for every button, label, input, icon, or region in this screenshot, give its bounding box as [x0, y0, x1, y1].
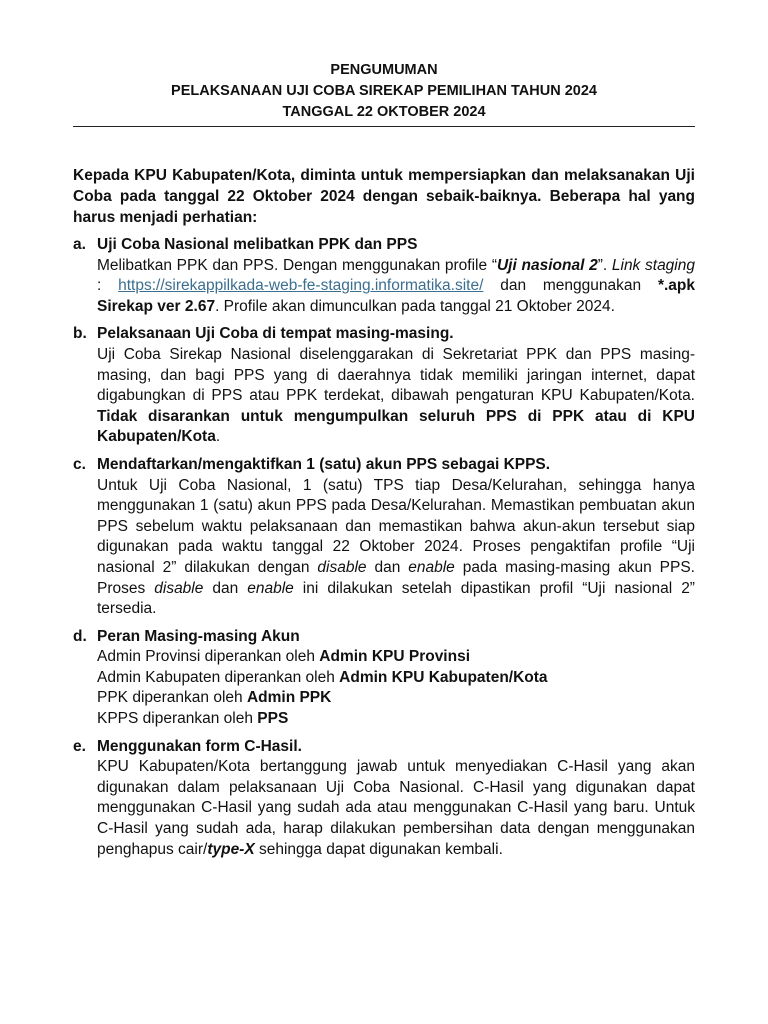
role-value: PPS — [257, 710, 289, 728]
header-divider — [73, 126, 695, 127]
item-title: Peran Masing-masing Akun — [97, 627, 300, 645]
list-item-d — [73, 627, 695, 730]
role-row — [97, 709, 695, 730]
item-title: Uji Coba Nasional melibatkan PPK dan PPS — [97, 236, 418, 253]
item-marker: e. — [73, 737, 86, 755]
item-title: Pelaksanaan Uji Coba di tempat masing-masing. — [97, 325, 454, 343]
term: disable — [154, 579, 204, 597]
role-label: PPK diperankan oleh — [97, 689, 247, 707]
item-marker: c. — [73, 455, 86, 473]
item-marker: d. — [73, 627, 87, 645]
list-item-e — [73, 737, 695, 861]
document-header — [73, 60, 695, 123]
text: ini dilakukan setelah dipastikan profil “Uji nasional 2” tersedia. — [97, 579, 695, 618]
text: KPU Kabupaten/Kota bertanggung jawab untuk menyediakan C-Hasil yang akan digunakan dalam pelaksanaan Uji Coba Nasional. C-Hasil yang digunakan dapat menggunakan C-Hasil yang sudah ada atau menggunakan C-Hasil yang baru. Untuk C-Hasil yang sudah ada, harap dilakukan pembersihan data dengan menggunakan penghapus cair/ — [97, 758, 695, 858]
list-item-a — [73, 235, 695, 317]
text: ”. — [597, 256, 612, 274]
role-row — [97, 688, 695, 709]
term: enable — [247, 579, 294, 597]
list-item-c — [73, 455, 695, 620]
role-label: KPPS diperankan oleh — [97, 710, 258, 728]
item-body — [97, 256, 695, 318]
item-marker: b. — [73, 325, 87, 343]
role-label: Admin Kabupaten diperankan oleh — [97, 668, 340, 686]
item-marker: a. — [73, 236, 86, 253]
staging-link[interactable]: https://sirekappilkada-web-fe-staging.informatika.site/ — [118, 277, 484, 295]
term: enable — [408, 558, 455, 576]
item-body — [97, 757, 695, 860]
link-label: Link staging — [611, 256, 695, 274]
text: sehingga dapat digunakan kembali. — [254, 840, 503, 858]
role-value: Admin PPK — [246, 689, 332, 707]
profile-name: Uji nasional 2 — [496, 256, 598, 274]
text: . Profile akan dimunculkan pada tanggal 21 Oktober 2024. — [215, 297, 615, 315]
item-body — [97, 476, 695, 620]
text: . — [215, 428, 221, 446]
announcement-document — [73, 60, 695, 860]
term: disable — [317, 558, 367, 576]
intro-paragraph: Kepada KPU Kabupaten/Kota, diminta untuk mempersiapkan dan melaksanakan Uji Coba pada tanggal 22 Oktober 2024 dengan sebaik-baiknya. Beberapa hal yang harus menjadi perhatian: — [73, 167, 695, 226]
role-value: Admin KPU Kabupaten/Kota — [339, 668, 548, 686]
header-date: TANGGAL 22 OKTOBER 2024 — [282, 104, 486, 120]
text: : — [97, 277, 119, 295]
item-content — [97, 737, 695, 861]
item-content — [97, 627, 695, 730]
type-x-term: type-X — [207, 840, 255, 858]
role-label: Admin Provinsi diperankan oleh — [97, 648, 320, 666]
text: Melibatkan PPK dan PPS. Dengan menggunakan profile “ — [97, 256, 497, 274]
item-title: Mendaftarkan/mengaktifkan 1 (satu) akun PPS sebagai KPPS. — [97, 455, 551, 473]
role-value: Admin KPU Provinsi — [319, 648, 471, 666]
role-row — [97, 668, 695, 689]
emphasis: Tidak disarankan untuk mengumpulkan seluruh PPS di PPK atau di KPU Kabupaten/Kota — [97, 407, 695, 446]
item-content — [97, 235, 695, 317]
item-title: Menggunakan form C-Hasil. — [97, 737, 302, 755]
apk-version: *.apk Sirekap ver 2.67 — [97, 277, 695, 315]
text: dan — [203, 579, 248, 597]
text: dan — [366, 558, 409, 576]
header-title: PENGUMUMAN — [330, 62, 438, 78]
item-content — [97, 455, 695, 620]
text: dan menggunakan — [483, 277, 658, 295]
text: Untuk Uji Coba Nasional, 1 (satu) TPS tiap Desa/Kelurahan, sehingga hanya menggunakan 1 (satu) akun PPS pada Desa/Kelurahan. Memastikan pembuatan akun PPS sebelum waktu pelaksanaan dan memastikan bahwa akun-akun tersebut siap digunakan pada waktu tanggal 22 Oktober 2024. Proses pengaktifan profile “Uji nasional 2” dilakukan dengan — [97, 476, 695, 576]
item-content — [97, 324, 695, 448]
text: pada masing-masing akun PPS. Proses — [97, 558, 695, 597]
list-item-b — [73, 324, 695, 448]
text: Uji Coba Sirekap Nasional diselenggarakan di Sekretariat PPK dan PPS masing-masing, dan bagi PPS yang di daerahnya tidak memiliki jaringan internet, dapat digabungkan di PPS atau PPK terdekat, dibawah pengaturan KPU Kabupaten/Kota. — [97, 345, 695, 405]
item-body — [97, 345, 695, 448]
header-subtitle: PELAKSANAAN UJI COBA SIREKAP PEMILIHAN TAHUN 2024 — [171, 83, 597, 99]
role-row — [97, 647, 695, 668]
